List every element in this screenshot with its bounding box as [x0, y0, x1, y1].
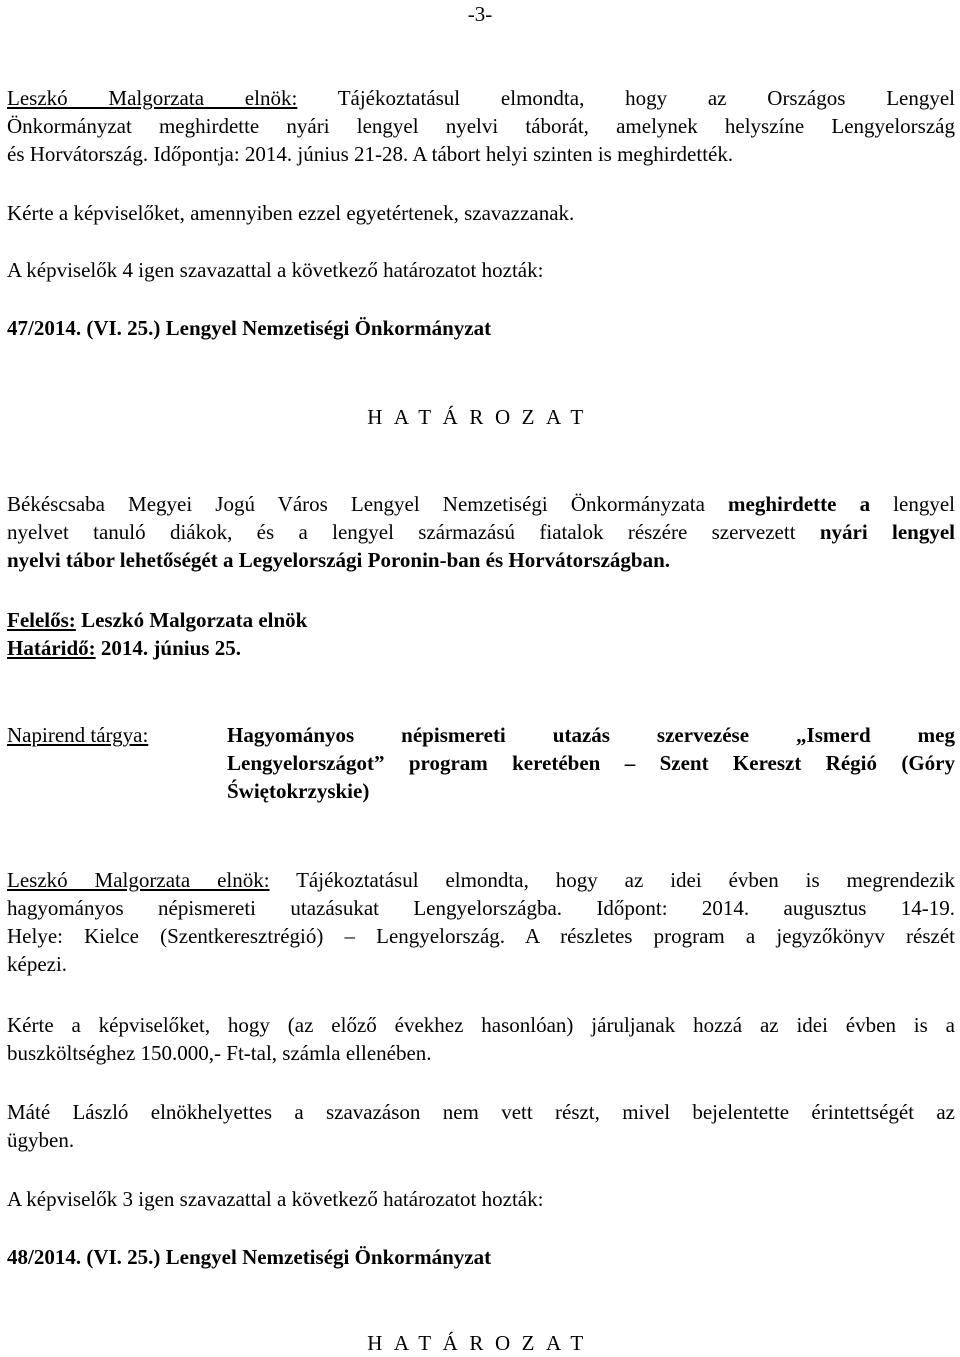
- deadline-line: [7, 634, 955, 662]
- resolution-body: [7, 490, 955, 574]
- page-number: -3-: [467, 2, 493, 26]
- deadline-value: 2014. június 25.: [95, 636, 241, 660]
- paragraph-text: Tájékoztatásul elmondta, hogy az Országos Lengyel: [337, 86, 955, 110]
- paragraph-line: [7, 866, 955, 894]
- responsible-label: Felelős:: [7, 608, 76, 632]
- paragraph-line: [7, 84, 955, 112]
- paragraph-line: Önkormányzat meghirdette nyári lengyel nyelvi táborát, amelynek helyszíne Lengyelország: [7, 114, 955, 138]
- paragraph-abstention: [7, 1098, 955, 1154]
- paragraph-line: hagyományos népismereti utazásukat Lengyelországba. Időpont: 2014. augusztus 14-19.: [7, 896, 955, 920]
- agenda-label: Napirend tárgya:: [7, 723, 149, 747]
- deadline-label: Határidő:: [7, 636, 96, 660]
- resolution-line: [7, 518, 955, 546]
- paragraph-bus-cost: [7, 1011, 955, 1067]
- paragraph-line: és Horvátország. Időpontja: 2014. június 21-28. A tábort helyi szinten is meghirdették.: [7, 142, 734, 166]
- agenda-title-line: Hagyományos népismereti utazás szervezése „Ismerd meg: [227, 723, 955, 747]
- resolution-text-bold: nyári lengyel: [819, 520, 956, 544]
- paragraph-text: Tájékoztatásul elmondta, hogy az idei évben is megrendezik: [269, 868, 955, 892]
- paragraph-line: Kérte a képviselőket, hogy (az előző évekhez hasonlóan) járuljanak hozzá az idei évben is a: [7, 1013, 955, 1037]
- resolution-text: nyelvet tanuló diákok, és a lengyel származású fiatalok részére szervezett: [7, 520, 820, 544]
- paragraph-line: képezi.: [7, 952, 68, 976]
- responsible-value: Leszkó Malgorzata elnök: [75, 608, 308, 632]
- resolution-heading-2: HATÁROZAT: [367, 1331, 595, 1355]
- paragraph-vote-result-2: A képviselők 3 igen szavazattal a következő határozatot hozták:: [7, 1187, 544, 1211]
- agenda-title: [227, 721, 955, 805]
- paragraph-vote-result: A képviselők 4 igen szavazattal a következő határozatot hozták:: [7, 258, 544, 282]
- resolution-text: lengyel: [870, 492, 955, 516]
- speaker-label: Leszkó Malgorzata elnök:: [7, 86, 298, 110]
- resolution-text-bold: meghirdette a: [728, 492, 871, 516]
- agenda-title-line: Lengyelországot” program keretében – Szent Kereszt Régió (Góry: [227, 751, 955, 775]
- resolution-line: nyelvi tábor lehetőségét a Legyelországi Poronin-ban és Horvátországban.: [7, 548, 670, 572]
- resolution-number: 47/2014. (VI. 25.) Lengyel Nemzetiségi Önkormányzat: [7, 316, 492, 340]
- paragraph-line: ügyben.: [7, 1128, 75, 1152]
- paragraph-trip-info: [7, 866, 955, 978]
- speaker-label: Leszkó Malgorzata elnök:: [7, 868, 270, 892]
- paragraph-line: Helye: Kielce (Szentkeresztrégió) – Lengyelország. A részletes program a jegyzőkönyv részét: [7, 924, 955, 948]
- agenda-item: [7, 721, 955, 811]
- resolution-line: [7, 490, 955, 518]
- paragraph-request-vote: Kérte a képviselőket, amennyiben ezzel egyetértenek, szavazzanak.: [7, 201, 575, 225]
- agenda-title-line: Świętokrzyskie): [227, 779, 370, 803]
- paragraph-line: Máté László elnökhelyettes a szavazáson nem vett részt, mivel bejelentette érintettségét az: [7, 1100, 955, 1124]
- paragraph-tabor-info: [7, 84, 955, 168]
- resolution-heading: HATÁROZAT: [367, 405, 595, 429]
- responsible-line: [7, 606, 955, 634]
- resolution-text: Békéscsaba Megyei Jogú Város Lengyel Nemzetiségi Önkormányzata: [7, 492, 729, 516]
- paragraph-line: buszköltséghez 150.000,- Ft-tal, számla ellenében.: [7, 1041, 432, 1065]
- resolution-number-2: 48/2014. (VI. 25.) Lengyel Nemzetiségi Önkormányzat: [7, 1245, 492, 1269]
